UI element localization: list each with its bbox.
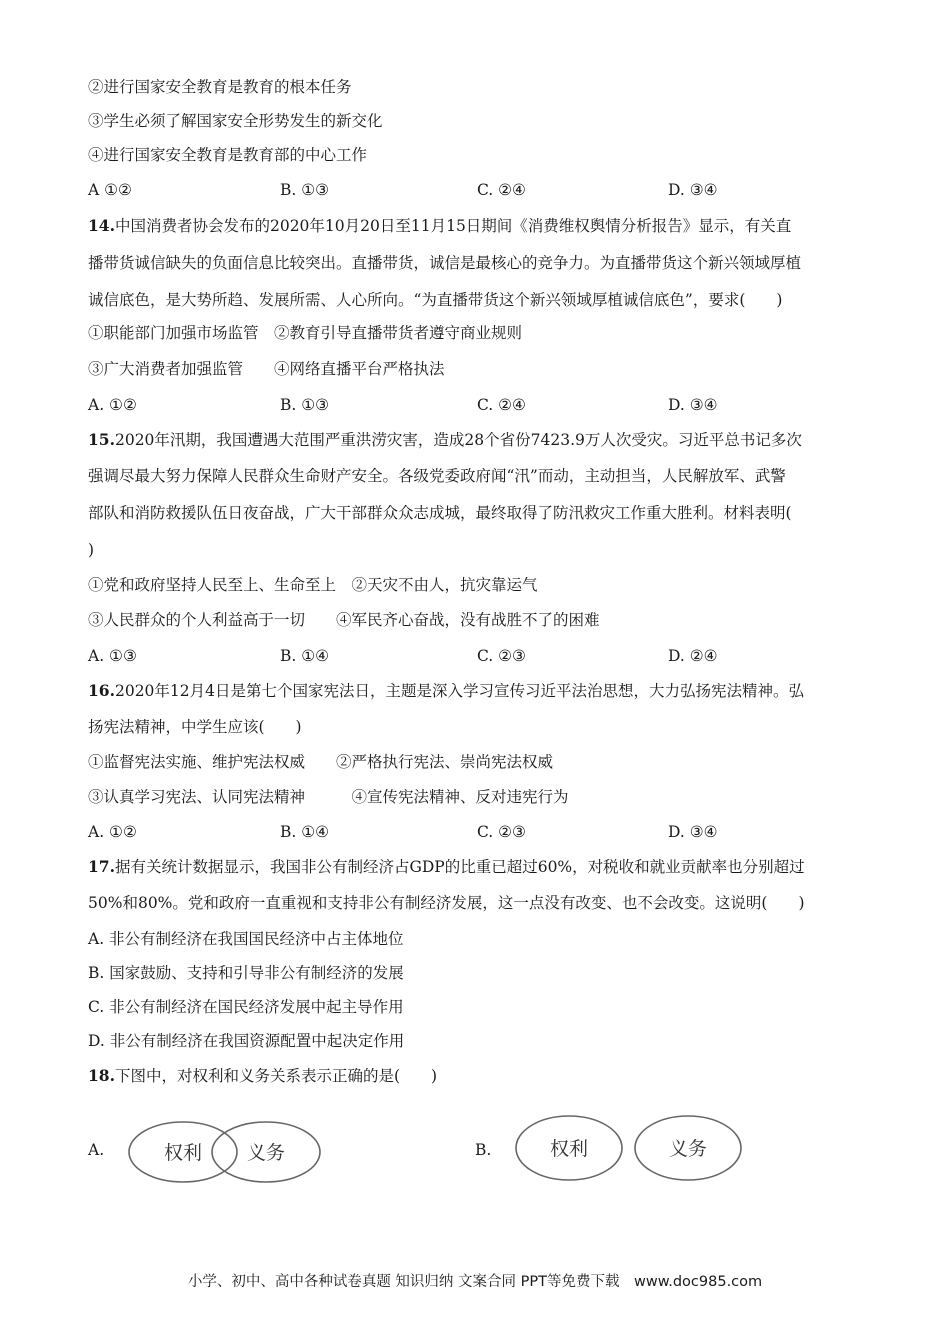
q18-stem-line-1 (88, 1066, 437, 1086)
q14-option-a: A. ①② (88, 396, 137, 414)
q15-number: 15. (88, 430, 115, 449)
q14-option-c: C. ②④ (477, 396, 526, 414)
q17-option-a: A. 非公有制经济在我国国民经济中占主体地位 (88, 930, 404, 948)
q16-stem-text-1: 2020年12月4日是第七个国家宪法日，主题是深入学习宣传习近平法治思想，大力弘扬宪法精神。弘 (114, 682, 805, 700)
q18-stem-text-1: 下图中，对权利和义务关系表示正确的是( ) (114, 1067, 438, 1085)
q14-stem-line-2: 播带货诚信缺失的负面信息比较突出。直播带货，诚信是最核心的竞争力。为直播带货这个新兴领域厚植 (88, 254, 802, 272)
q18-option-b-label: B. (475, 1141, 492, 1159)
q17-stem-line-1 (88, 857, 805, 877)
q15-options (88, 646, 888, 666)
q15-stem-line-3: 部队和消防救援队伍日夜奋战，广大干部群众众志成城，最终取得了防汛救灾工作重大胜利。材料表明( (88, 504, 792, 522)
duties-text-b: 义务 (668, 1138, 708, 1160)
q17-number: 17. (88, 857, 115, 876)
q18-number: 18. (88, 1066, 115, 1085)
q15-option-c: C. ②③ (477, 647, 526, 665)
q13-statement-2: ②进行国家安全教育是教育的根本任务 (88, 78, 352, 96)
q13-statement-3: ③学生必须了解国家安全形势发生的新交化 (88, 112, 383, 130)
q18-diagram-a (126, 1116, 326, 1186)
q15-stem-text-1: 2020年汛期，我国遭遇大范围严重洪涝灾害，造成28个省份7423.9万人次受灾。习近平总书记多次 (114, 431, 802, 449)
q15-option-a: A. ①③ (88, 647, 137, 665)
q15-statements-3-4: ③人民群众的个人利益高于一切 ④军民齐心奋战，没有战胜不了的困难 (88, 611, 600, 629)
q16-stem-line-1 (88, 681, 804, 701)
q16-statements-1-2: ①监督宪法实施、维护宪法权威 ②严格执行宪法、崇尚宪法权威 (88, 753, 554, 771)
page-footer: 小学、初中、高中各种试卷真题 知识归纳 文案合同 PPT等免费下载 www.doc985.com (187, 1274, 763, 1290)
q16-statements-3-4: ③认真学习宪法、认同宪法精神 ④宣传宪法精神、反对违宪行为 (88, 788, 569, 806)
duties-text-a: 义务 (246, 1142, 286, 1164)
q16-option-c: C. ②③ (477, 823, 526, 841)
q15-statements-1-2: ①党和政府坚持人民至上、生命至上 ②天灾不由人，抗灾靠运气 (88, 576, 538, 594)
q14-stem-text-1: 中国消费者协会发布的2020年10月20日至11月15日期间《消费维权舆情分析报告》显示，有关直 (114, 217, 792, 235)
q14-stem-line-1 (88, 216, 791, 236)
q16-option-d: D. ③④ (668, 823, 718, 841)
q17-option-b: B. 国家鼓励、支持和引导非公有制经济的发展 (88, 964, 404, 982)
q13-option-a: A ①② (88, 181, 132, 199)
q14-stem-line-3: 诚信底色，是大势所趋、发展所需、人心所向。“为直播带货这个新兴领域厚植诚信底色”，要求( ) (88, 291, 783, 309)
q17-stem-text-1: 据有关统计数据显示，我国非公有制经济占GDP的比重已超过60%，对税收和就业贡献率也分别超过 (114, 858, 805, 876)
q14-statements-1-2: ①职能部门加强市场监管 ②教育引导直播带货者遵守商业规则 (88, 324, 523, 342)
q13-option-c: C. ②④ (477, 181, 526, 199)
q14-option-b: B. ①③ (280, 396, 330, 414)
q14-number: 14. (88, 216, 115, 235)
q15-option-d: D. ②④ (668, 647, 718, 665)
q13-statement-4: ④进行国家安全教育是教育部的中心工作 (88, 146, 368, 164)
q16-options (88, 822, 888, 842)
q13-option-b: B. ①③ (280, 181, 330, 199)
q17-option-d: D. 非公有制经济在我国资源配置中起决定作用 (88, 1032, 405, 1050)
q15-option-b: B. ①④ (280, 647, 330, 665)
q13-options (88, 180, 888, 200)
q14-options (88, 395, 888, 415)
rights-text-a: 权利 (163, 1142, 203, 1164)
q14-statements-3-4: ③广大消费者加强监管 ④网络直播平台严格执法 (88, 360, 445, 378)
q15-stem-line-2: 强调尽最大努力保障人民群众生命财产安全。各级党委政府闻“汛”而动，主动担当，人民解放军、武警 (88, 467, 786, 485)
q15-stem-line-4: ) (88, 541, 95, 559)
q13-option-d: D. ③④ (668, 181, 718, 199)
q17-stem-line-2: 50%和80%。党和政府一直重视和支持非公有制经济发展，这一点没有改变、也不会改变。这说明( ) (88, 894, 805, 912)
q15-stem-line-1 (88, 430, 802, 450)
q14-option-d: D. ③④ (668, 396, 718, 414)
q16-option-a: A. ①② (88, 823, 137, 841)
q18-option-a-label: A. (88, 1141, 105, 1159)
rights-text-b: 权利 (549, 1138, 589, 1160)
q18-diagram-b (512, 1110, 748, 1186)
q16-number: 16. (88, 681, 115, 700)
q17-option-c: C. 非公有制经济在国民经济发展中起主导作用 (88, 998, 404, 1016)
q16-stem-line-2: 扬宪法精神，中学生应该( ) (88, 718, 302, 736)
q16-option-b: B. ①④ (280, 823, 330, 841)
